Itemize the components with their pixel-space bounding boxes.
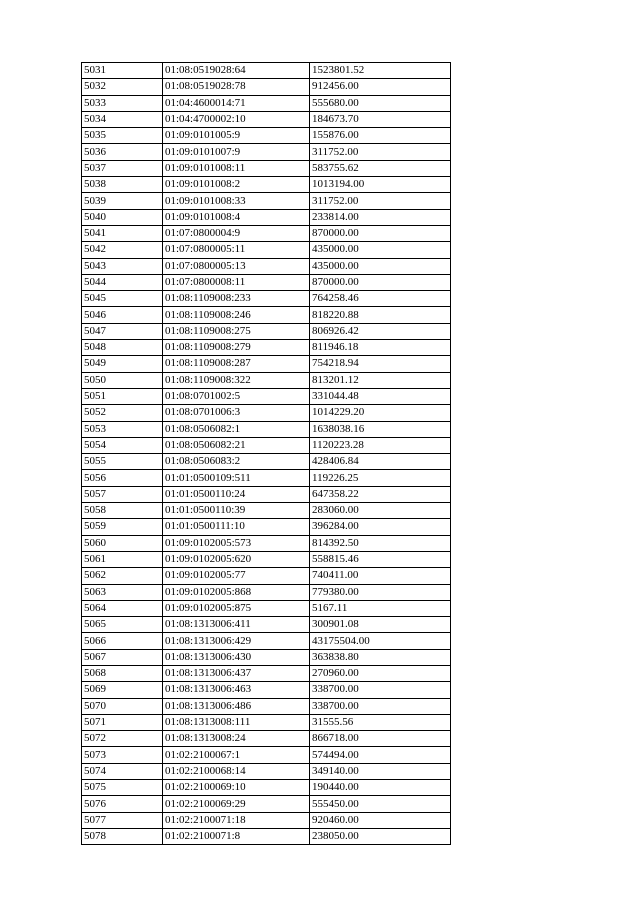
value-cell: 300901.08 [310,617,451,633]
cadastral-number-cell: 01:08:0519028:78 [163,79,310,95]
table-row [82,63,451,79]
cadastral-number-cell: 01:08:0519028:64 [163,63,310,79]
cadastral-number-cell: 01:07:0800005:11 [163,242,310,258]
table-row [82,812,451,828]
table-row [82,242,451,258]
table-row [82,796,451,812]
value-cell: 558815.46 [310,551,451,567]
row-number-cell: 5036 [82,144,163,160]
table-row [82,340,451,356]
value-cell: 190440.00 [310,780,451,796]
cadastral-number-cell: 01:09:0101008:4 [163,209,310,225]
value-cell: 870000.00 [310,225,451,241]
row-number-cell: 5041 [82,225,163,241]
row-number-cell: 5072 [82,731,163,747]
table-row [82,470,451,486]
row-number-cell: 5074 [82,763,163,779]
row-number-cell: 5037 [82,160,163,176]
row-number-cell: 5065 [82,617,163,633]
row-number-cell: 5069 [82,682,163,698]
table-row [82,682,451,698]
table-row [82,519,451,535]
table-row [82,763,451,779]
row-number-cell: 5068 [82,665,163,681]
value-cell: 870000.00 [310,274,451,290]
cadastral-number-cell: 01:09:0102005:620 [163,551,310,567]
value-cell: 779380.00 [310,584,451,600]
value-cell: 574494.00 [310,747,451,763]
table-row [82,503,451,519]
row-number-cell: 5031 [82,63,163,79]
row-number-cell: 5042 [82,242,163,258]
value-cell: 811946.18 [310,340,451,356]
table-row [82,486,451,502]
value-cell: 311752.00 [310,193,451,209]
cadastral-number-cell: 01:02:2100067:1 [163,747,310,763]
table-row [82,356,451,372]
table-row [82,144,451,160]
value-cell: 814392.50 [310,535,451,551]
row-number-cell: 5056 [82,470,163,486]
value-cell: 331044.48 [310,388,451,404]
row-number-cell: 5053 [82,421,163,437]
table-row [82,731,451,747]
cadastral-number-cell: 01:04:4600014:71 [163,95,310,111]
cadastral-number-cell: 01:09:0101008:11 [163,160,310,176]
cadastral-number-cell: 01:02:2100069:29 [163,796,310,812]
cadastral-number-cell: 01:08:1313008:111 [163,714,310,730]
value-cell: 428406.84 [310,454,451,470]
row-number-cell: 5066 [82,633,163,649]
value-cell: 806926.42 [310,323,451,339]
cadastral-number-cell: 01:08:1313006:463 [163,682,310,698]
table-row [82,649,451,665]
row-number-cell: 5055 [82,454,163,470]
value-cell: 396284.00 [310,519,451,535]
value-cell: 338700.00 [310,682,451,698]
table-row [82,568,451,584]
row-number-cell: 5078 [82,828,163,844]
cadastral-number-cell: 01:09:0101007:9 [163,144,310,160]
table-row [82,535,451,551]
cadastral-number-cell: 01:08:0506082:21 [163,437,310,453]
value-cell: 184673.70 [310,111,451,127]
value-cell: 435000.00 [310,258,451,274]
value-cell: 435000.00 [310,242,451,258]
row-number-cell: 5035 [82,128,163,144]
value-cell: 311752.00 [310,144,451,160]
value-cell: 1120223.28 [310,437,451,453]
value-cell: 1638038.16 [310,421,451,437]
value-cell: 555450.00 [310,796,451,812]
value-cell: 31555.56 [310,714,451,730]
value-cell: 1523801.52 [310,63,451,79]
cadastral-number-cell: 01:07:0800005:13 [163,258,310,274]
cadastral-number-cell: 01:02:2100068:14 [163,763,310,779]
cadastral-number-cell: 01:02:2100071:8 [163,828,310,844]
row-number-cell: 5033 [82,95,163,111]
value-cell: 283060.00 [310,503,451,519]
cadastral-number-cell: 01:01:0500111:10 [163,519,310,535]
table-row [82,291,451,307]
cadastral-number-cell: 01:09:0102005:868 [163,584,310,600]
table-row [82,600,451,616]
table-row [82,747,451,763]
cadastral-number-cell: 01:01:0500110:24 [163,486,310,502]
row-number-cell: 5077 [82,812,163,828]
table-row [82,714,451,730]
row-number-cell: 5059 [82,519,163,535]
row-number-cell: 5039 [82,193,163,209]
cadastral-number-cell: 01:09:0101008:2 [163,177,310,193]
cadastral-number-cell: 01:09:0101008:33 [163,193,310,209]
cadastral-number-cell: 01:08:1109008:322 [163,372,310,388]
table-row [82,160,451,176]
cadastral-number-cell: 01:01:0500110:39 [163,503,310,519]
value-cell: 583755.62 [310,160,451,176]
cadastral-value-table [81,62,451,845]
cadastral-number-cell: 01:09:0102005:573 [163,535,310,551]
table-row [82,307,451,323]
table-row [82,193,451,209]
cadastral-number-cell: 01:08:1313008:24 [163,731,310,747]
row-number-cell: 5063 [82,584,163,600]
row-number-cell: 5070 [82,698,163,714]
cadastral-number-cell: 01:02:2100069:10 [163,780,310,796]
table-row [82,372,451,388]
cadastral-number-cell: 01:09:0101005:9 [163,128,310,144]
cadastral-number-cell: 01:08:1313006:437 [163,665,310,681]
value-cell: 818220.88 [310,307,451,323]
cadastral-number-cell: 01:08:1313006:486 [163,698,310,714]
table-row [82,128,451,144]
cadastral-number-cell: 01:08:1109008:279 [163,340,310,356]
table-row [82,274,451,290]
value-cell: 754218.94 [310,356,451,372]
cadastral-number-cell: 01:08:0506083:2 [163,454,310,470]
table-row [82,79,451,95]
cadastral-number-cell: 01:08:0701006:3 [163,405,310,421]
value-cell: 912456.00 [310,79,451,95]
row-number-cell: 5047 [82,323,163,339]
row-number-cell: 5076 [82,796,163,812]
row-number-cell: 5067 [82,649,163,665]
cadastral-number-cell: 01:04:4700002:10 [163,111,310,127]
cadastral-number-cell: 01:08:1313006:429 [163,633,310,649]
cadastral-number-cell: 01:08:1109008:275 [163,323,310,339]
table-body [82,63,451,845]
value-cell: 1014229.20 [310,405,451,421]
table-row [82,177,451,193]
value-cell: 1013194.00 [310,177,451,193]
row-number-cell: 5057 [82,486,163,502]
cadastral-number-cell: 01:02:2100071:18 [163,812,310,828]
table-row [82,698,451,714]
row-number-cell: 5048 [82,340,163,356]
value-cell: 363838.80 [310,649,451,665]
value-cell: 555680.00 [310,95,451,111]
row-number-cell: 5045 [82,291,163,307]
row-number-cell: 5058 [82,503,163,519]
row-number-cell: 5040 [82,209,163,225]
table-row [82,225,451,241]
value-cell: 338700.00 [310,698,451,714]
cadastral-number-cell: 01:08:1109008:246 [163,307,310,323]
row-number-cell: 5046 [82,307,163,323]
value-cell: 740411.00 [310,568,451,584]
cadastral-number-cell: 01:09:0102005:875 [163,600,310,616]
table-row [82,323,451,339]
value-cell: 43175504.00 [310,633,451,649]
table-row [82,95,451,111]
cadastral-number-cell: 01:08:1313006:430 [163,649,310,665]
value-cell: 270960.00 [310,665,451,681]
row-number-cell: 5062 [82,568,163,584]
cadastral-number-cell: 01:08:1109008:287 [163,356,310,372]
table-row [82,111,451,127]
value-cell: 155876.00 [310,128,451,144]
table-row [82,437,451,453]
row-number-cell: 5061 [82,551,163,567]
cadastral-number-cell: 01:07:0800004:9 [163,225,310,241]
value-cell: 866718.00 [310,731,451,747]
table-row [82,388,451,404]
row-number-cell: 5073 [82,747,163,763]
row-number-cell: 5038 [82,177,163,193]
value-cell: 647358.22 [310,486,451,502]
row-number-cell: 5034 [82,111,163,127]
value-cell: 764258.46 [310,291,451,307]
table-row [82,633,451,649]
table-row [82,665,451,681]
value-cell: 349140.00 [310,763,451,779]
table-row [82,421,451,437]
table-row [82,617,451,633]
row-number-cell: 5064 [82,600,163,616]
table-row [82,551,451,567]
value-cell: 119226.25 [310,470,451,486]
row-number-cell: 5044 [82,274,163,290]
cadastral-number-cell: 01:08:1313006:411 [163,617,310,633]
value-cell: 233814.00 [310,209,451,225]
cadastral-number-cell: 01:08:0506082:1 [163,421,310,437]
table-row [82,584,451,600]
cadastral-number-cell: 01:01:0500109:511 [163,470,310,486]
table-row [82,258,451,274]
row-number-cell: 5051 [82,388,163,404]
value-cell: 920460.00 [310,812,451,828]
row-number-cell: 5049 [82,356,163,372]
value-cell: 5167.11 [310,600,451,616]
value-cell: 813201.12 [310,372,451,388]
table-row [82,209,451,225]
row-number-cell: 5075 [82,780,163,796]
cadastral-number-cell: 01:09:0102005:77 [163,568,310,584]
value-cell: 238050.00 [310,828,451,844]
cadastral-number-cell: 01:08:0701002:5 [163,388,310,404]
row-number-cell: 5060 [82,535,163,551]
table-row [82,828,451,844]
table-row [82,454,451,470]
cadastral-number-cell: 01:08:1109008:233 [163,291,310,307]
row-number-cell: 5032 [82,79,163,95]
row-number-cell: 5052 [82,405,163,421]
row-number-cell: 5071 [82,714,163,730]
row-number-cell: 5054 [82,437,163,453]
row-number-cell: 5043 [82,258,163,274]
table-row [82,405,451,421]
table-row [82,780,451,796]
row-number-cell: 5050 [82,372,163,388]
cadastral-number-cell: 01:07:0800008:11 [163,274,310,290]
